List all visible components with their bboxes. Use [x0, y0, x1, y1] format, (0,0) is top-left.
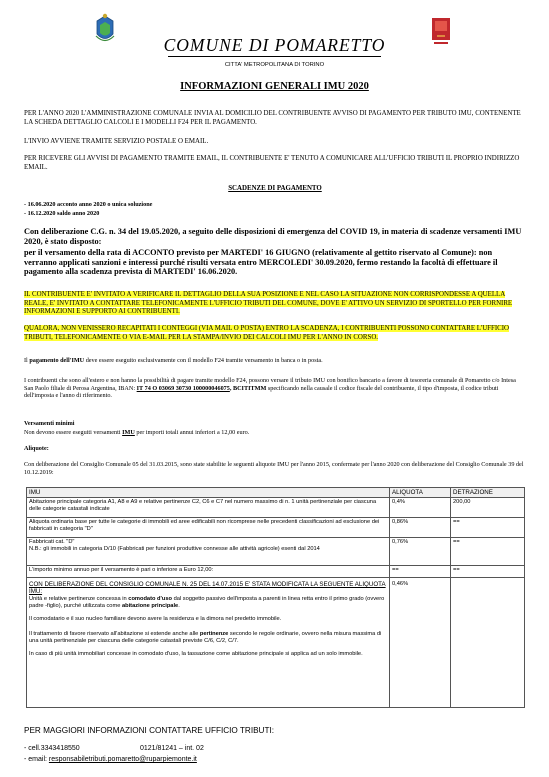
comodato-pre: Unità e relative pertinenze concessa in	[29, 596, 129, 602]
comodato-end: .	[178, 603, 180, 609]
row-detrazione: 200,00	[451, 498, 525, 518]
deadlines-heading: SCADENZE DI PAGAMENTO	[228, 185, 322, 192]
foreign-payment-paragraph	[24, 377, 526, 400]
row-description	[27, 578, 390, 708]
missing-statements-text: QUALORA, NON VENISSERO RECAPITATI I CONTEGGI (VIA MAIL O POSTA) ENTRO LA SCADENZA, I CONTRIBUENTI POSSONO CONTATTARE L'UFFICIO TRIBUTI, TELEFONICAMENTE O VIA E-MAIL PER LA STAMPA/INVIO DEI CALCOLI IMU PER L'ANNO IN CORSO.	[24, 325, 510, 341]
title-divider	[168, 56, 381, 57]
row-description-line-1: Fabbricati cat. "D"	[29, 539, 75, 545]
header-aliquota: ALIQUOTA	[390, 488, 451, 498]
covid-deliberation-detail: per il versamento della rata di ACCONTO previsto per MARTEDI' 16 GIUGNO (relativamente al gettito riservato al Comune): non verranno applicati sanzioni e interessi purché risulti versata entro MERCOLEDI' 30.09.2020, fermo restando la facoltà di effettuare il pagamento alla scadenza prevista di MARTEDI' 16.06.2020.	[24, 248, 498, 277]
contact-email-row	[24, 756, 197, 763]
pertinenze-pre: Il trattamento di favore riservato all'abitazione si estende anche alle	[29, 631, 200, 637]
deadline-item-2: - 16.12.2020 saldo anno 2020	[24, 210, 100, 217]
header-detrazione: DETRAZIONE	[451, 488, 525, 498]
table-row	[27, 538, 525, 566]
row-detrazione	[451, 578, 525, 708]
row-description: Aliquota ordinaria base per tutte le categorie di immobili ed aree edificabili non ricomprese nelle precedenti classificazioni ad esclusione dei fabbricati in categoria "D"	[27, 518, 390, 538]
minimum-text-post: per importi totali annui inferiori a 12,00 euro.	[134, 429, 250, 436]
covid-deliberation-intro: Con deliberazione C.G. n. 34 del 19.05.2020, a seguito delle disposizioni di emergenza del COVID 19, in materia di scadenze versamenti IMU 2020, è stato disposto:	[24, 227, 522, 246]
payment-pre: Il	[24, 357, 30, 364]
contact-heading: PER MAGGIORI INFORMAZIONI CONTATTARE UFFICIO TRIBUTI:	[24, 726, 275, 735]
row-detrazione: ==	[451, 538, 525, 566]
rates-heading: Aliquote:	[24, 445, 49, 452]
imu-rates-table	[26, 487, 525, 708]
contact-cell: - cell.3343418550	[24, 745, 80, 752]
rates-intro: Con deliberazione del Consiglio Comunale 05 del 31.03.2015, sono state stabilite le seguenti aliquote IMU per l'anno 2015, confermate per l'anno 2020 con deliberazione del Consiglio Comunale 39 del 10.12.2019:	[24, 461, 524, 476]
comodato-bold: comodato d'uso	[128, 596, 172, 602]
verification-notice-text: IL CONTRIBUENTE E' INVITATO A VERIFICARE IL DETTAGLIO DELLA SUA POSIZIONE E NEL CASO LA SITUAZIONE NON CORRISPONDESSE A QUELLA REALE, E' INVITATO A CONTATTARE TELEFONICAMENTE L'UFFICIO TRIBUTI DEL COMUNE, DOVE E' ATTIVO UN SERVIZIO DI SPORTELLO PER FORNIRE INFORMAZIONI E SUPPORTO AI CONTRIBUENTI.	[24, 291, 513, 316]
minimum-payments-heading: Versamenti minimi	[24, 420, 75, 427]
residence-paragraph: Il comodatario e il suo nucleo familiare devono avere la residenza e la dimora nel predetto immobile.	[29, 616, 282, 622]
iban-value: IT 74 O 03069 30730 100000046075	[136, 384, 230, 392]
intro-paragraph-3: PER RICEVERE GLI AVVISI DI PAGAMENTO TRAMITE EMAIL, IL CONTRIBUENTE E' TENUTO A COMUNICARE ALL'UFFICIO TRIBUTI IL PROPRIO INDIRIZZO EMAIL.	[24, 155, 520, 171]
email-label: - email:	[24, 756, 49, 763]
missing-statements-notice	[24, 325, 526, 342]
table-header-row	[27, 488, 525, 498]
minimum-text-imu: IMU	[122, 429, 135, 436]
modified-rate-heading: CON DELIBERAZIONE DEL CONSIGLIO COMUNALE N. 25 DEL 14.07.2015 E' STATA MODIFICATA LA SEGUENTE ALIQUOTA IMU:	[29, 581, 386, 595]
minimum-payments-text	[24, 429, 526, 437]
pertinenze-post: secondo le regole ordinarie, ovvero nella misura massima di una unità pertinenziale per ciascuna delle categorie catastali previste C/6, C/2, C/7.	[29, 631, 382, 644]
pertinenze-paragraph	[29, 631, 387, 645]
email-link[interactable]: responsabiletributi.pomaretto@ruparpiemonte.it	[48, 756, 197, 763]
row-description	[27, 538, 390, 566]
row-aliquota: 0,76%	[390, 538, 451, 566]
row-detrazione: ==	[451, 566, 525, 578]
row-aliquota: ==	[390, 566, 451, 578]
document-heading: INFORMAZIONI GENERALI IMU 2020	[180, 81, 369, 92]
row-description-line-2: N.B.: gli immobili in categoria D/10 (Fabbricati per funzioni produttive connesse alle attività agricole) esenti dal 2014	[29, 546, 320, 552]
comodato-paragraph	[29, 596, 387, 610]
foreign-payment-text: I contribuenti che sono all'estero e non hanno la possibilità di pagare tramite modello F24, possono versare il tributo IMU con bonifico bancario a favore di tesoreria comunale di Pomaretto c/o Intesa San Paolo filiale di Perosa Argentina, IBAN:	[24, 377, 516, 392]
page-title: COMUNE DI POMARETTO	[163, 35, 386, 55]
header-imu: IMU	[27, 488, 390, 498]
row-detrazione: ==	[451, 518, 525, 538]
minimum-text-pre: Non devono essere eseguiti versamenti	[24, 429, 123, 436]
multiple-units-paragraph: In caso di più unità immobiliari concesse in comodato d'uso, la tassazione come abitazione principale si applica ad un solo immobile.	[29, 651, 363, 657]
table-row	[27, 518, 525, 538]
comodato-mid: dal soggetto passivo dell'imposta a parenti in linea retta entro il primo grado (ovvero padre -figlio), purché utilizzata come	[29, 596, 385, 609]
row-description: Abitazione principale categoria A1, A8 e A9 e relative pertinenze C2, C6 e C7 nel numero massimo di n. 1 unità pertinenziale per ciascuna delle categorie catastali indicate	[27, 498, 390, 518]
bic-value: , BCITITMM	[229, 384, 267, 392]
row-aliquota: 0,46%	[390, 578, 451, 708]
payment-method-paragraph	[24, 357, 526, 365]
payment-post: deve essere eseguito esclusivamente con il modello F24 tramite versamento in banca o in posta.	[84, 357, 323, 364]
row-aliquota: 0,86%	[390, 518, 451, 538]
row-aliquota: 0,4%	[390, 498, 451, 518]
page-subtitle: CITTA' METROPOLITANA DI TORINO	[224, 62, 325, 68]
abitazione-bold: abitazione principale	[121, 603, 179, 609]
intro-paragraph-2: L'INVIO AVVIENE TRAMITE SERVIZIO POSTALE O EMAIL.	[24, 138, 209, 145]
pertinenze-bold: pertinenze	[199, 631, 229, 637]
verification-notice	[24, 291, 526, 317]
deadline-item-1: - 16.06.2020 acconto anno 2020 o unica soluzione	[24, 201, 153, 208]
foreign-payment-text-2: specificando nella causale il codice fiscale del contribuente, il tipo d'imposta, il codice tributi dell'imposta e l'anno di riferimento.	[24, 384, 499, 400]
payment-bold: pagamento dell'IMU	[29, 357, 85, 364]
row-description: L'importo minimo annuo per il versamento è pari o inferiore a Euro 12,00:	[27, 566, 390, 578]
table-row	[27, 498, 525, 518]
contact-phone: 0121/81241 – int. 02	[140, 745, 204, 752]
intro-paragraph-1: PER L'ANNO 2020 L'AMMINISTRAZIONE COMUNALE INVIA AL DOMICILIO DEL CONTRIBUENTE AVVISO DI PAGAMENTO PER TRIBUTO IMU, CONTENENTE LA SCHEDA DETTAGLIO CALCOLI E I MODELLI F24 PER IL PAGAMENTO.	[24, 110, 521, 126]
table-row	[27, 566, 525, 578]
table-row	[27, 578, 525, 708]
